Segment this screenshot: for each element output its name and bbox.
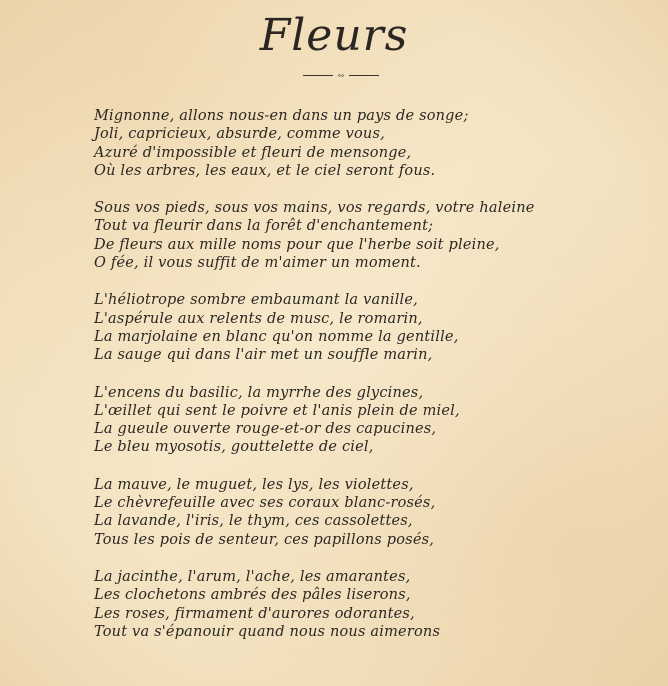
divider-line-right [349, 75, 379, 76]
verse-line: Azuré d'impossible et fleuri de mensonge, [94, 144, 412, 161]
verse-line: De fleurs aux mille noms pour que l'herbe soit pleine, [94, 236, 500, 253]
verse-line: Mignonne, allons nous-en dans un pays de songe; [94, 108, 469, 124]
verse-line: Le bleu myosotis, gouttelette de ciel, [94, 439, 374, 456]
stanza-4 [94, 384, 634, 457]
verse-line: Le chèvrefeuille avec ses coraux blanc-rosés, [94, 495, 436, 512]
verse-line: Tout va s'épanouir quand nous nous aimerons [94, 623, 441, 640]
poem-body [94, 107, 634, 660]
verse-line: La gueule ouverte rouge-et-or des capucines, [94, 421, 437, 438]
poem-title: Fleurs [259, 10, 409, 61]
verse-line: L'héliotrope sombre embaumant la vanille, [94, 292, 418, 309]
verse-line: La mauve, le muguet, les lys, les violettes, [94, 476, 414, 493]
divider-line-left [303, 75, 333, 76]
stanza-6 [94, 568, 634, 641]
verse-line: O fée, il vous suffit de m'aimer un moment. [94, 255, 421, 272]
verse-line: L'aspérule aux relents de musc, le romarin, [94, 310, 423, 327]
stanza-2 [94, 199, 634, 272]
verse-line: Tous les pois de senteur, ces papillons posés, [94, 531, 435, 548]
verse-line: La sauge qui dans l'air met un souffle marin, [94, 347, 433, 364]
ornament-knot-icon: ∾ [337, 71, 345, 80]
verse-line: Les clochetons ambrés des pâles liserons, [94, 587, 411, 604]
verse-line: Tout va fleurir dans la forêt d'enchantement; [94, 218, 434, 235]
stanza-1 [94, 107, 634, 180]
verse-line: La lavande, l'iris, le thym, ces cassolettes, [94, 513, 413, 530]
stanza-5 [94, 476, 634, 549]
verse-line: L'œillet qui sent le poivre et l'anis plein de miel, [94, 402, 460, 419]
verse-line: La jacinthe, l'arum, l'ache, les amarantes, [94, 568, 411, 585]
stanza-3 [94, 291, 634, 364]
verse-line: La marjolaine en blanc qu'on nomme la gentille, [94, 328, 459, 345]
verse-line: Joli, capricieux, absurde, comme vous, [94, 126, 385, 143]
title-divider-ornament [303, 72, 379, 80]
verse-line: Où les arbres, les eaux, et le ciel seront fous. [94, 162, 436, 179]
verse-line: L'encens du basilic, la myrrhe des glycines, [94, 384, 424, 401]
verse-line: Les roses, firmament d'aurores odorantes, [94, 605, 415, 622]
verse-line: Sous vos pieds, sous vos mains, vos regards, votre haleine [94, 200, 535, 217]
